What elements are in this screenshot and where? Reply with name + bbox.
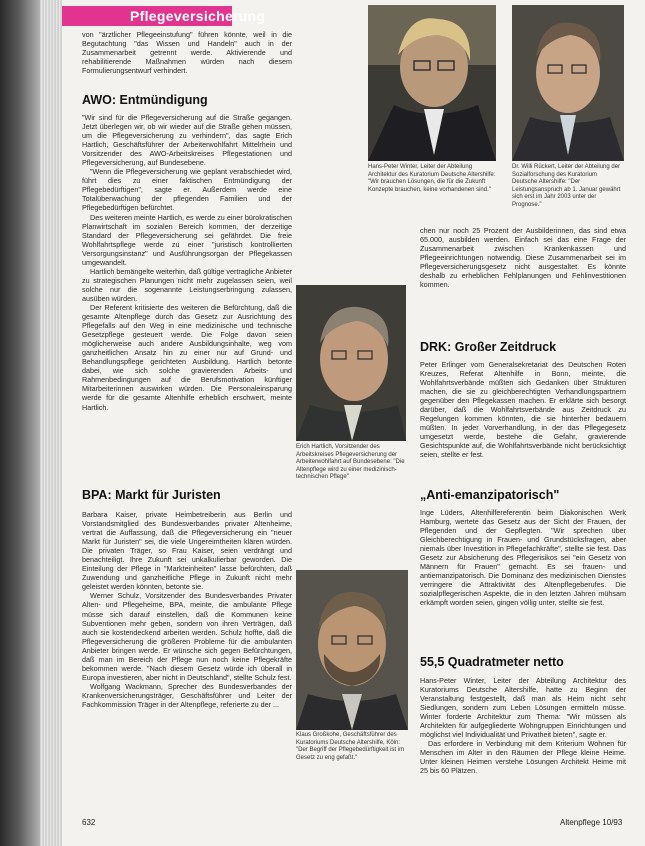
- awo-paragraph-1: "Wir sind für die Pflegeversicherung auf die Straße gegangen. Jetzt überlegen wir, ob wir wieder auf die Straße gehen müssen, um die Pflegeversicherung zu verhindern", das sagte Erich Hartlich, Geschäftsführer der Arbeiterwohlfahrt Mittelrhein und Vorsitzender des AWO-Arbeitskreises Pflegestationen und Pflegeversicherung, auf Bundesebene.: [82, 113, 292, 168]
- awo-paragraph-3: Des weiteren meinte Hartlich, es werde zu einer bürokratischen Planwirtschaft im sozialen Bereich kommen, der derzeitige Standard der Pflegeversicherung sei gefährdet. Die freie Wohlfahrtspflege werde zu einer "juristisch kontrollierten Versorgungsinstanz" und Ausführungsorgan der Pflegekassen umgewandelt.: [82, 212, 292, 267]
- photo-caption-rueckert: Dr. Willi Rückert, Leiter der Abteilung der Sozialforschung des Kuratorium Deutsche Altershilfe: "Der Leistungsanspruch ab 1. Januar gewährt sich erst im Jahr 2003 unter der Prognose.": [512, 164, 621, 208]
- intro-text: [82, 30, 292, 76]
- anti-emancipatory-paragraph: Inge Lüders, Altenhilfereferentin beim Diakonischen Werk Hamburg, wertete das Gesetz aus der Sicht der Frauen, der Pflegenden und der Gepflegten. "Wir sprechen über Gleichberechtigung in Frauen- und Grundstücksfragen, aber niemals über Investition in Pflegefachkräfte", stellte sie fest. Das Gesetz zur Absicherung des Pflegerisikos sei "ein Gesetz von Männern für Frauen" gemacht. Es sei frauen- und antiemanzipatorisch. Die Dominanz des medizinischen Dienstes verringere die Attraktivität des Altenpflegeberufes. Die sozialpflegerischen Aspekte, die in den letzten Jahren mühsam erkämpft worden seien, gingen völlig unter, stellte sie fest.: [420, 508, 626, 608]
- bpa-paragraph-2: Werner Schulz, Vorsitzender des Bundesverbandes Privater Alten- und Pflegeheime, BPA, meinte, die ambulante Pflege müsse sich darauf einstellen, daß die Kommunen keine Subventionen mehr geben, sondern von ihren Verträgen, daß auch sie kostendeckend arbeiten werden. Schulz hoffte, daß die Pflegeversicherung die größeren Probleme für die ambulanten Anbieter bringen werde. Er wünsche sich gegen Befürchtungen, daß man im Bereich der Pflege nun noch keine Pflegekräfte bekommen werde. "Nach diesem Gesetz würde ich überall in Europa investieren, aber nicht in Deutschland", stellte Schulz fest.: [82, 591, 292, 682]
- intro-paragraph: von "ärztlicher Pflegeeinstufung" führen könnte, weil in die Begutachtung "das Wissen und Handeln" auch in der Zusammenarbeit getrennt werde. Aktivierende und rehabilitierende Maßnahmen würden nach diesem Formulierungsentwurf verhindert.: [82, 30, 292, 76]
- bpa-paragraph-3: Wolfgang Wackmann, Sprecher des Bundesverbandes der Krankenversicherungsträger, Geschäftsführer und Leiter der Fachkommission Träger in der Altenpflege, referierte zu der ...: [82, 681, 292, 709]
- anti-emancipatory-heading: „Anti-emanzipatorisch": [420, 488, 560, 502]
- portrait-photo-rueckert: [512, 5, 624, 161]
- awo-paragraph-2: "Wenn die Pflegeversicherung wie geplant verabschiedet wird, führt dies zu einer faktischen Entmündigung der Pflegebedürftigen", sagte er. Außerdem werde eine Totalüberwachung der pflegenden Familien und der Pflegebedürftigen befürchtet.: [82, 167, 292, 213]
- photo-caption-hartlich: Erich Hartlich, Vorsitzender des Arbeitskreises Pflegeversicherung der Arbeiterwohlfahrt auf Bundesebene: "Die Altenpflege wird zu einer medizinisch-technischen Pflege": [296, 444, 405, 481]
- right-intro-column: [420, 226, 626, 326]
- bpa-column: [82, 510, 292, 800]
- drk-column: [420, 360, 626, 478]
- awo-paragraph-5: Der Referent kritisierte des weiteren die Befürchtung, daß die gesamte Altenpflege durch das Gesetz zur Ausrichtung des Pflegefalls auf den Weg in eine medizinische und technische Gesetzpflege gesteuert werde. Die Folge davon seien möglicherweise auch andere Ausbildungsinhalte, weg vom ganzheitlichen Ansatz hin zu einer nur auf Grund- und Behandlungspflege gerichteten Ausbildung. Hartlich betonte dabei, wie sich solche gravierenden Arbeits- und Rahmenbedingungen auf die Berufsmotivation künftiger Mitarbeiterinnen auswirken würden. Die Personaleinsparung werde für die gesamte Altenhilfe erheblich erschwert, meinte Hartlich.: [82, 302, 292, 412]
- anti-emancipatory-column: [420, 508, 626, 636]
- drk-heading: DRK: Großer Zeitdruck: [420, 340, 557, 354]
- bpa-paragraph-1: Barbara Kaiser, private Heimbetreiberin aus Berlin und Vorstandsmitglied des Bundesverbandes privater Altenheime, vertrat die Auffassung, daß die Pflegeversicherung ein "neuer Markt für Juristen" sei, die viele Ungereimtheiten klären würden. Die privaten Träger, so Frau Kaiser, seien verdrängt und benachteiligt. Ihre Zukunft sei unkalkulierbar geworden. Die Einteilung der Pflege in "Markteinheiten" lasse befürchten, daß Zuwendung und ganzheitliche Pflege in Zukunft nicht mehr geleistet werden könnten, betonte sie.: [82, 510, 292, 592]
- portrait-photo-winter: [368, 5, 496, 161]
- awo-paragraph-4: Hartlich bemängelte weiterhin, daß gültige vertragliche Anbieter zu strategischen Planungen nicht mehr zugelassen seien, weil solche nur die sogenannte Leistungserbringung zulassen, ausüben würden.: [82, 266, 292, 303]
- portrait-photo-hartlich: [296, 285, 406, 441]
- square-meter-paragraph-2: Das erfordere in Verbindung mit dem Kriterium Wohnen für Menschen im Alter in den Räumen der Pflege kleine Heime. Unter kleinen Heimen verstehe Lösungen Architekt Heime mit 25 bis 60 Plätzen.: [420, 739, 626, 776]
- book-binding-edge: [0, 0, 62, 846]
- photo-caption-winter: Hans-Peter Winter, Leiter der Abteilung Architektur des Kuratorium Deutsche Altershilfe: "Wir brauchen Lösungen, die für die Zukunft Konzepte brauchen, keine vorhandenen sind.": [368, 164, 496, 193]
- drk-paragraph: Peter Erlinger vom Generalsekretariat des Deutschen Roten Kreuzes, Referat Altenhilfe in Bonn, meinte, die Wohlfahrtsverbände müßten sich Gedanken über Strukturen machen, die sie zu gleichberechtigten Verhandlungspartnern gegenüber den Pflegekassen machen. Er erklärte sich besorgt darüber, daß die Wohlfahrtsverbände aus Zeitdruck zu Regelungen kommen könnten, die sie hinterher bedauern müßten. In jeder Vorverhandlung, in der das Pflegegesetz umgesetzt werde, bestehe die Gefahr, gravierende Gesichtspunkte auf, die Wohlfahrtsverbände nicht berücksichtigt seien, stellte er fest.: [420, 360, 626, 460]
- right-intro-paragraph: chen nur noch 25 Prozent der Ausbilderinnen, das sind etwa 65.000, ausbilden werden. Einfach sei das eine Frage der Zusammenarbeit zwischen Krankenkassen und Pflegeeinrichtungen notwendig. Diese Zusammenarbeit sei im Pflegeversicherungsgesetz nicht ausgestaltet. Es könnte deshalb zu erheblichen Fehlplanungen und Fehlinvestitionen kommen.: [420, 226, 626, 290]
- awo-column: [82, 113, 292, 485]
- square-meter-column: [420, 676, 626, 800]
- magazine-issue: Altenpflege 10/93: [560, 818, 623, 827]
- awo-heading: AWO: Entmündigung: [82, 93, 208, 107]
- bpa-heading: BPA: Markt für Juristen: [82, 488, 221, 502]
- square-meter-paragraph-1: Hans-Peter Winter, Leiter der Abteilung Architektur des Kuratoriums Deutsche Altershilfe, hatte zu Beginn der Veranstaltung festgestellt, daß man als Heim nicht sehr Siedlungen, sondern zum Leben Lösungen ermitteln müsse. Winter forderte Architektur zum Thema: "Wir müssen als Architekten für aufgegliederte Wohngruppen Einrichtungen und möglichst viel Individualität und Privatheit bieten", sagte er.: [420, 676, 626, 740]
- page-number: 632: [82, 818, 96, 827]
- portrait-photo-grosskohe: [296, 570, 408, 730]
- photo-caption-grosskohe: Klaus Großkohe, Geschäftsführer des Kuratoriums Deutsche Altershilfe, Köln: "Der Begriff der Pflegebedürftigkeit ist im Gesetz zu eng gefaßt.": [296, 732, 405, 761]
- section-header-title: Pflegeversicherung: [130, 8, 266, 24]
- square-meter-heading: 55,5 Quadratmeter netto: [420, 655, 564, 669]
